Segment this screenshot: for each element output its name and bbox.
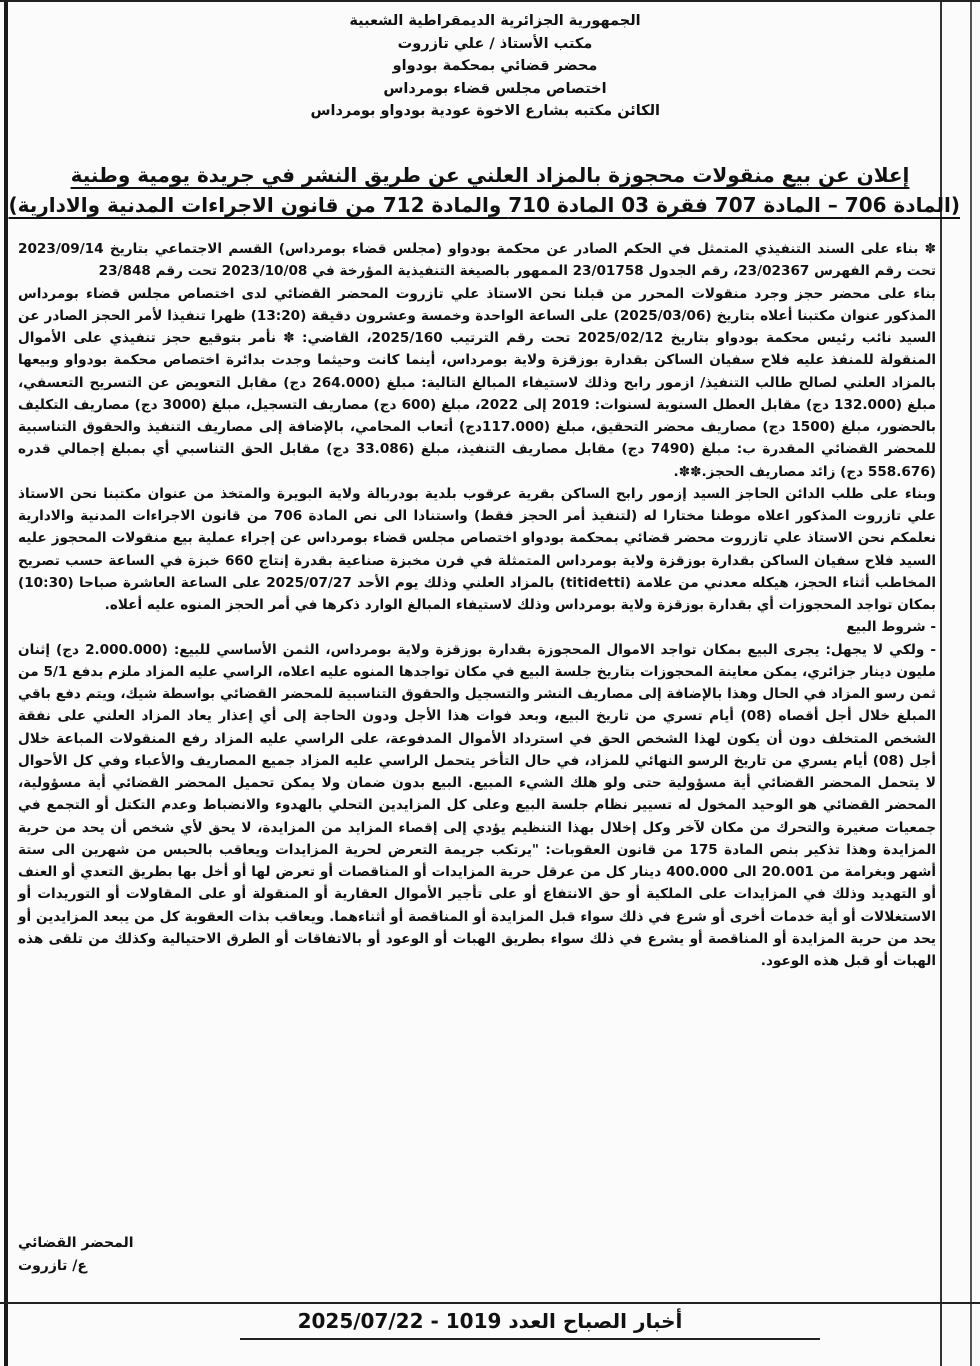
- header-jurisdiction: اختصاص مجلس قضاء بومرداس: [383, 80, 607, 97]
- paragraph-enforcement-title: ✽ بناء على السند التنفيذي المتمثل في الحكم الصادر عن محكمة بودواو (مجلس قضاء بومرداس) القسم الاجتماعي بتاريخ 2023/09/14 تحت رقم الفهرس 23/02367، رقم الجدول 23/01758 الممهور بالصيغة التنفيذية المؤرخة في 2023/10/08 تحت رقم 23/848: [18, 241, 936, 280]
- header-address: الكائن مكتبه بشارع الاخوة عودية بودواو بومرداس: [310, 103, 660, 119]
- footer-underline: [240, 1338, 820, 1340]
- header-republic: الجمهورية الجزائرية الديمقراطية الشعبية: [349, 13, 641, 29]
- page-right-edge: [970, 2, 972, 1366]
- newspaper-footer: أخبار الصباح العدد 1019 - 2025/07/22: [297, 1309, 683, 1333]
- header-office: مكتب الأستاذ / علي تازروت: [397, 35, 593, 52]
- paragraph-seizure-report: بناء على محضر حجز وجرد منقولات المحرر من قبلنا نحن الاستاذ علي تازروت المحضر القضائي لدى اختصاص مجلس قضاء بومرداس المذكور عنوان مكتبنا أعلاه بتاريخ (2025/03/06) على الساعة الواحدة وخمسة وعشرون دقيقة (13:20) ظهرا تنفيذا لأمر الحجز الصادر عن السيد نائب رئيس محكمة بودواو بتاريخ 2025/02/12 تحت رقم الترتيب 2025/160، القاضي: ✽ نأمر بتوقيع حجز تنفيذي على الأموال المنقولة للمنفذ عليه فلاح سفيان الساكن بقدارة بوزقزة ولاية بومرداس، أينما كانت وحيثما وجدت بدائرة اختصاص محكمة بودواو وبيعها بالمزاد العلني لصالح طالب التنفيذ/ ازمور رابح وذلك لاستيفاء المبالغ التالية: مبلغ (264.000 دج) مقابل التعويض عن التسريح التعسفي، مبلغ (132.000 دج) مقابل العطل السنوية لسنوات: 2019 إلى 2022، مبلغ (600 دج) مصاريف التسجيل، مبلغ (3000 دج) مصاريف التكليف بالحضور، مبلغ (1500 دج) مصاريف محضر التحقيق، مبلغ (117.000دج) أتعاب المحامي، بالإضافة إلى مصاريف التنفيذ والحقوق التناسبية للمحضر القضائي المقدرة ب: مبلغ (7490 دج) مقابل مصاريف التنفيذ، مبلغ (33.086 دج) مقابل الحق التناسبي أي بمبلغ إجمالي قدره (558.676 دج) زائد مصاريف الحجز.✽✽.: [18, 285, 937, 480]
- office-header: [310, 10, 660, 123]
- page-left-edge: [4, 2, 8, 1366]
- paragraph-sale-request: وبناء على طلب الدائن الحاجز السيد إزمور رابح الساكن بقرية عرقوب بلدية بودربالة ولاية البويرة والمتخذ من عنوان مكتبنا نحن الاستاذ علي تازروت المذكور اعلاه موطنا مختارا له (لتنفيذ أمر الحجز فقط) واستنادا الى نص المادة 706 من قانون الاجراءات المدنية والادارية نعلمكم نحن الاستاذ علي تازروت محضر قضائي بمحكمة بودواو اختصاص مجلس قضاء بومرداس عن إجراء عملية بيع منقولات المحجوز عليه السيد فلاح سفيان الساكن بقدارة بوزقزة ولاية بومرداس المتمثلة في فرن مخبزة صناعية بقدرة إنتاج 660 خبزة في الساعة حسب تصريح المخاطب أثناء الحجز، هيكله معدني من علامة (titidetti) بالمزاد العلني وذلك يوم الأحد 2025/07/27 على الساعة العاشرة صباحا (10:30) بمكان تواجد المحجوزات أي بقدارة بوزقزة ولاية بومرداس وذلك لاستيفاء المبالغ الوارد ذكرها في أمر الحجز المنوه عليه أعلاه.: [18, 485, 936, 613]
- signature-block: [18, 1232, 178, 1278]
- title-legal-articles: (المادة 706 – المادة 707 فقرة 03 المادة 710 والمادة 712 من قانون الاجراءات المدنية والادارية): [8, 193, 960, 217]
- paragraph-sale-conditions: - ولكي لا يجهل: يجرى البيع بمكان تواجد الاموال المحجوزة بقدارة بوزقزة ولاية بومرداس، الثمن الأساسي للبيع: (2.000.000 دج) إثنان مليون دينار جزائري، يمكن معاينة المحجوزات بتاريخ جلسة البيع في مكان تواجدها المنوه عليه اعلاه، الراسي عليه المزاد ملزم بدفع 5/1 من ثمن رسو المزاد في الحال وهذا بالإضافة إلى مصاريف النشر والتسجيل والحقوق التناسبية للمحضر القضائي بواسطة شيك، ويتم دفع باقي المبلغ خلال أجل أقصاه (08) أيام تسري من تاريخ البيع، وبعد فوات هذا الأجل ودون الحاجة إلى أي إعذار يعاد المزاد العلني على نفقة الشخص المتخلف دون أن يكون لهذا الشخص الحق في استرداد الأموال المدفوعة، على الراسي عليه المزاد رفع المنقولات المباعة خلال أجل (08) أيام يسري من تاريخ الرسو النهائي للمزاد، في حال التأخر يتحمل الراسي عليه المزاد جميع المصاريف والأعباء وفي كل الأحوال لا يتحمل المحضر القضائي أية مسؤولية حتى ولو هلك الشيء المبيع. البيع بدون ضمان ولا يمكن تحميل المحضر القضائي أية مسؤولية، المحضر القضائي هو الوحيد المخول له تسيير نظام جلسة البيع وعلى كل المزايدين التحلي بالهدوء والانضباط وعدم التكتل أو التجمع في جمعيات صغيرة والتحرك من مكان لآخر وكل إخلال بهذا التنظيم يؤدي إلى إقصاء المزايد من المزايدة، لا يحق لأي شخص أن يحد من حرية المزايدة وهذا تذكير بنص المادة 175 من قانون العقوبات: "يرتكب جريمة التعرض لحرية المزايدات ويعاقب بالحبس من شهرين الى ستة أشهر وبغرامة من 20.001 الى 400.000 دينار كل من عرقل حرية المزايدات أو المناقصات أو تعرض لها أو أخل بها بطريق التعدي أو العنف أو التهديد وذلك في المزايدات على الملكية أو حق الانتفاع أو على تأجير الأموال العقارية أو المنقولة أو على المقاولات أو التوريدات أو الاستغلالات أو أية خدمات أخرى أو شرع في ذلك سواء قبل المزايدة أو المناقصة أو أثناءهما. ويعاقب بذات العقوبة كل من يبعد المزايدين أو يحد من حرية المزايدة أو المناقصة أو يشرع في ذلك سواء بطريق الهبات أو الوعود أو بالاتفاقات أو الطرق الاحتيالية وكذلك من تلقى هذه الهبات أو قبل هذه الوعود.: [18, 641, 937, 969]
- announcement-body: [18, 238, 936, 972]
- announcement-title: [8, 160, 960, 220]
- heading-sale-conditions: - شروط البيع: [846, 619, 936, 636]
- signature-name: ع/ تازروت: [18, 1258, 87, 1274]
- header-bailiff: محضر قضائي بمحكمة بودواو: [392, 58, 598, 74]
- signature-role: المحضر القضائي: [18, 1235, 134, 1251]
- title-main: إعلان عن بيع منقولات محجوزة بالمزاد العلني عن طريق النشر في جريدة يومية وطنية: [70, 163, 910, 187]
